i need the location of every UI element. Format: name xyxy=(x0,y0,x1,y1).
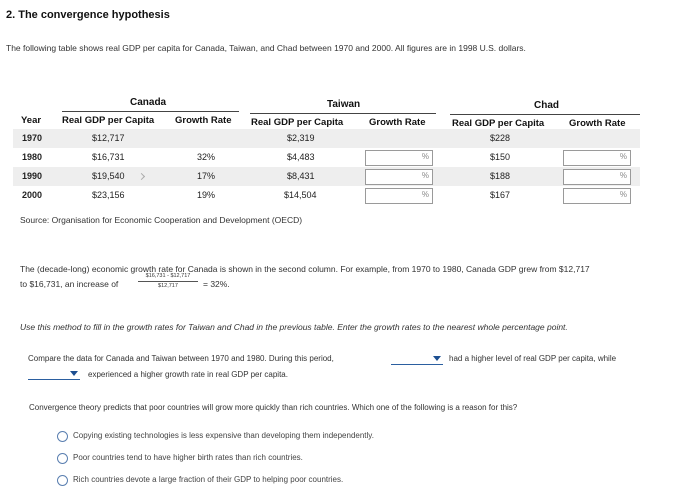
col-header-taiwan-gdp: Real GDP per Capita xyxy=(251,117,344,128)
taiwan-growth-input-1990[interactable] xyxy=(365,169,433,185)
question-title: 2. The convergence hypothesis xyxy=(6,9,170,21)
group-header-canada: Canada xyxy=(130,97,167,108)
year-cell: 1970 xyxy=(22,133,43,143)
chad-gdp-cell: $150 xyxy=(490,152,511,162)
answer-option-label: Rich countries devote a large fraction of their GDP to helping poor countries. xyxy=(73,475,344,484)
taiwan-growth-input-1980[interactable] xyxy=(365,150,433,166)
percent-suffix: % xyxy=(421,152,429,161)
fraction-bar xyxy=(138,281,198,282)
year-cell: 2000 xyxy=(22,190,43,200)
col-header-taiwan-growth: Growth Rate xyxy=(369,117,426,128)
chad-gdp-cell: $188 xyxy=(490,171,511,181)
canada-growth-cell: 17% xyxy=(197,171,216,181)
col-header-chad-gdp: Real GDP per Capita xyxy=(452,118,545,129)
group-underline-taiwan xyxy=(250,113,436,114)
year-cell: 1980 xyxy=(22,152,43,162)
fraction-numerator: $16,731 - $12,717 xyxy=(145,273,191,279)
chad-gdp-cell: $228 xyxy=(490,133,511,143)
taiwan-gdp-cell: $4,483 xyxy=(287,152,315,162)
table-row xyxy=(13,186,640,205)
chad-growth-input-1980[interactable] xyxy=(563,150,631,166)
intro-text: The following table shows real GDP per capita for Canada, Taiwan, and Chad between 1970 and 2000. All figures are in 1998 U.S. dollars. xyxy=(6,43,526,53)
explanation-line-2-end: = 32%. xyxy=(203,279,230,289)
percent-suffix: % xyxy=(619,152,627,161)
table-row xyxy=(13,167,640,186)
taiwan-growth-input-2000[interactable] xyxy=(365,188,433,204)
chad-gdp-cell: $167 xyxy=(490,190,511,200)
group-underline-chad xyxy=(450,114,640,115)
compare-text-part1: Compare the data for Canada and Taiwan between 1970 and 1980. During this period, xyxy=(28,354,334,363)
table-source: Source: Organisation for Economic Cooperation and Development (OECD) xyxy=(20,215,303,225)
taiwan-gdp-cell: $14,504 xyxy=(284,190,317,200)
col-header-year: Year xyxy=(21,115,42,126)
canada-gdp-cell: $16,731 xyxy=(92,152,125,162)
higher-growth-dropdown[interactable] xyxy=(28,367,80,380)
canada-growth-cell: 19% xyxy=(197,190,216,200)
taiwan-gdp-cell: $8,431 xyxy=(287,171,315,181)
answer-option-label: Poor countries tend to have higher birth rates than rich countries. xyxy=(73,453,303,462)
radio-button[interactable] xyxy=(57,453,68,464)
fraction-denominator: $12,717 xyxy=(158,283,178,289)
chad-growth-input-1990[interactable] xyxy=(563,169,631,185)
explanation-line-2-start: to $16,731, an increase of xyxy=(20,279,119,289)
year-cell: 1990 xyxy=(22,171,43,181)
taiwan-gdp-cell: $2,319 xyxy=(287,133,315,143)
chevron-down-icon xyxy=(70,371,78,376)
percent-suffix: % xyxy=(421,190,429,199)
table-row xyxy=(13,129,640,148)
higher-gdp-dropdown[interactable] xyxy=(391,352,443,365)
col-header-canada-gdp: Real GDP per Capita xyxy=(62,115,155,126)
col-header-chad-growth: Growth Rate xyxy=(569,118,626,129)
mouse-cursor-icon xyxy=(138,173,145,180)
instruction-text: Use this method to fill in the growth rates for Taiwan and Chad in the previous table. Enter the growth rates to the nearest whole percentage point. xyxy=(20,322,568,332)
canada-gdp-cell: $12,717 xyxy=(92,133,125,143)
col-header-canada-growth: Growth Rate xyxy=(175,115,232,126)
radio-button[interactable] xyxy=(57,475,68,486)
explanation-line-1: The (decade-long) economic growth rate for Canada is shown in the second column. For example, from 1970 to 1980, Canada GDP grew from $12,717 xyxy=(20,264,590,274)
canada-growth-cell: 32% xyxy=(197,152,216,162)
radio-button[interactable] xyxy=(57,431,68,442)
answer-option-label: Copying existing technologies is less expensive than developing them independently. xyxy=(73,431,374,440)
compare-text-part3: experienced a higher growth rate in real GDP per capita. xyxy=(88,370,288,379)
table-row xyxy=(13,148,640,167)
group-underline-canada xyxy=(62,111,239,112)
percent-suffix: % xyxy=(619,190,627,199)
convergence-question: Convergence theory predicts that poor countries will grow more quickly than rich countries. Which one of the following is a reason for this? xyxy=(29,403,518,412)
canada-gdp-cell: $23,156 xyxy=(92,190,125,200)
compare-text-part2: had a higher level of real GDP per capita, while xyxy=(449,354,617,363)
percent-suffix: % xyxy=(619,171,627,180)
chevron-down-icon xyxy=(433,356,441,361)
group-header-taiwan: Taiwan xyxy=(327,99,361,110)
canada-gdp-cell: $19,540 xyxy=(92,171,125,181)
percent-suffix: % xyxy=(421,171,429,180)
chad-growth-input-2000[interactable] xyxy=(563,188,631,204)
group-header-chad: Chad xyxy=(534,100,559,111)
